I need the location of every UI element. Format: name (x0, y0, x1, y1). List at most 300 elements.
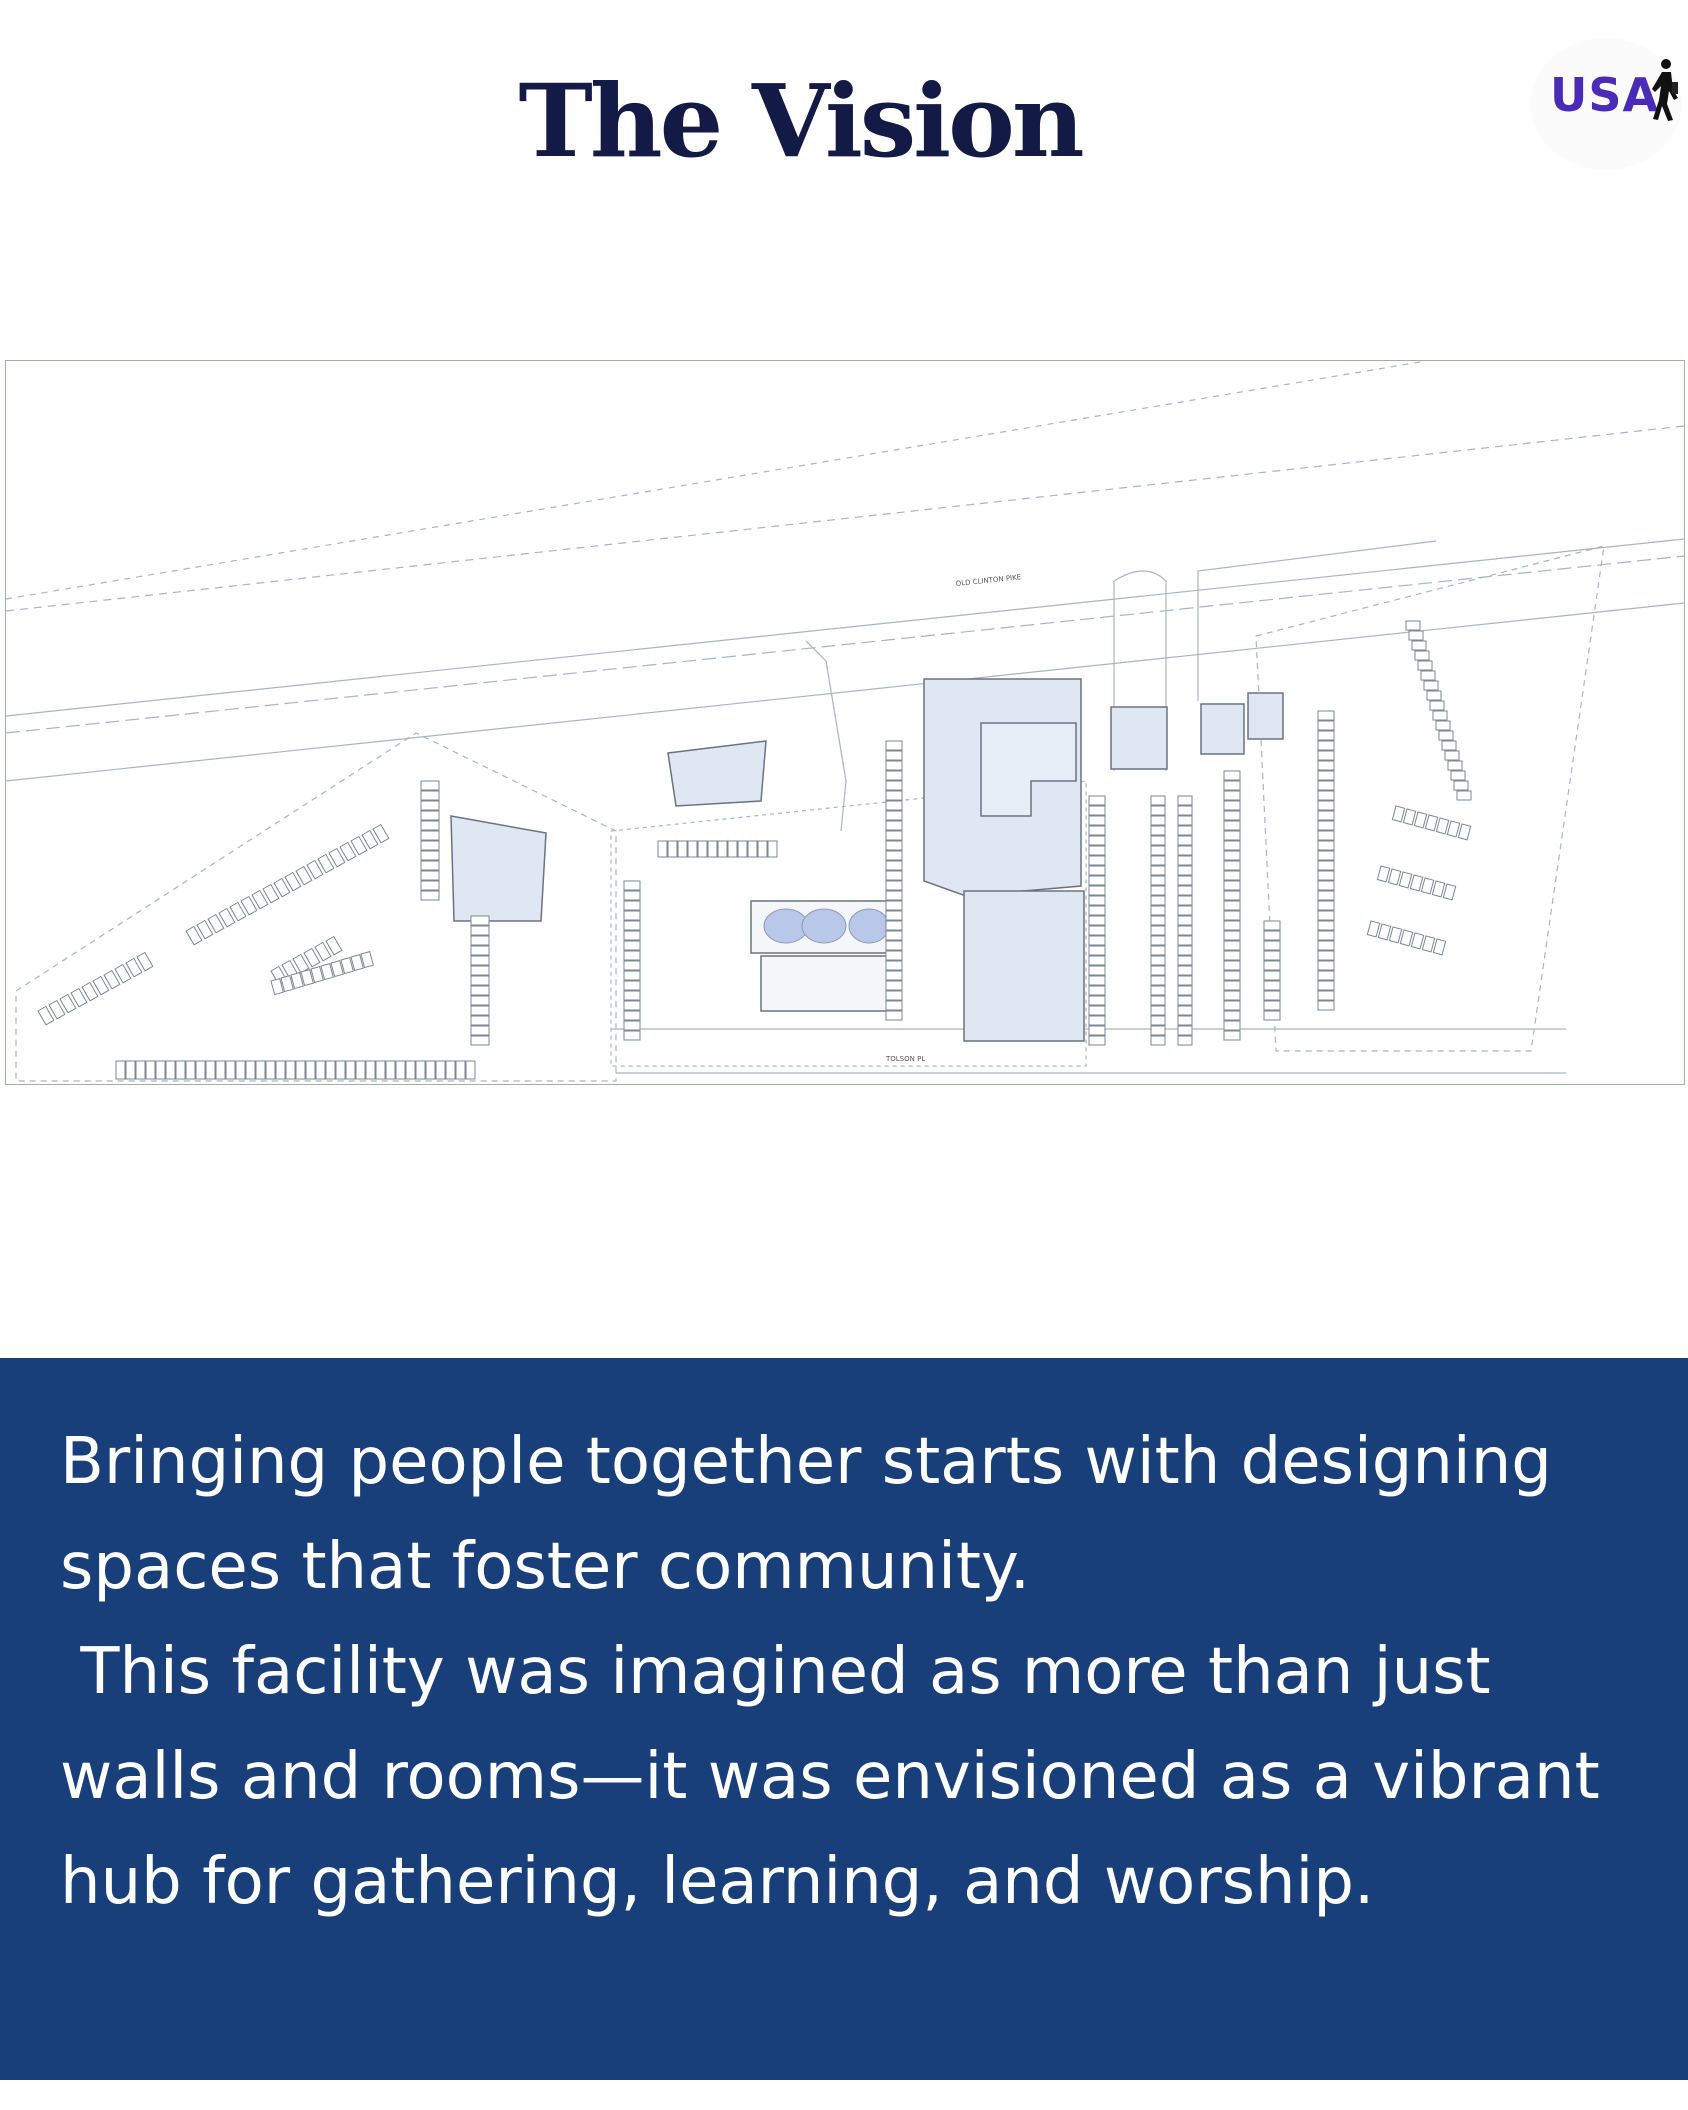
parking-stall (146, 1061, 155, 1079)
parking-stall (624, 1011, 640, 1020)
parking-stall (1089, 926, 1105, 935)
parking-stall (624, 951, 640, 960)
parking-stall (698, 841, 707, 857)
parking-stall (886, 971, 902, 980)
parking-stall (1224, 851, 1240, 860)
logo-text: USA (1550, 68, 1660, 122)
parking-stall (1224, 871, 1240, 880)
parking-stall (1403, 809, 1415, 825)
parking-stall (718, 841, 727, 857)
parking-stall (1224, 811, 1240, 820)
parking-stall (1318, 961, 1334, 970)
parking-stall (1178, 976, 1192, 985)
parking-stall (156, 1061, 165, 1079)
parking-stall (1224, 771, 1240, 780)
parking-stall (1178, 926, 1192, 935)
parking-stall (1151, 836, 1165, 845)
parking-stall (1089, 996, 1105, 1005)
parking-stall (1421, 878, 1433, 894)
parking-stall (1318, 921, 1334, 930)
parking-stall (421, 791, 439, 800)
parking-stall (1151, 826, 1165, 835)
parking-stall (624, 911, 640, 920)
parking-stall (1224, 841, 1240, 850)
parking-stall (1224, 981, 1240, 990)
parking-stall (1318, 771, 1334, 780)
parking-stall (1318, 981, 1334, 990)
parking-stall (1389, 927, 1401, 943)
parking-stall (886, 891, 902, 900)
parking-stall (1457, 791, 1471, 800)
parking-stall (1151, 966, 1165, 975)
parking-stall (386, 1061, 395, 1079)
parking-stall (1178, 876, 1192, 885)
parking-stall (1418, 661, 1432, 670)
parking-stall (886, 1011, 902, 1020)
parking-stall (1151, 876, 1165, 885)
parking-stall (1224, 901, 1240, 910)
parking-stall (1318, 991, 1334, 1000)
parking-stall (326, 1061, 335, 1079)
parking-stall (316, 1061, 325, 1079)
parking-stall (624, 961, 640, 970)
parking-stall (768, 841, 777, 857)
parking-stall (886, 931, 902, 940)
parking-stall (366, 1061, 375, 1079)
parking-stall (886, 911, 902, 920)
parking-stall (1178, 866, 1192, 875)
parking-stall (1151, 1016, 1165, 1025)
parking-stall (1224, 1011, 1240, 1020)
parking-stall (1436, 818, 1448, 834)
parking-stall (406, 1061, 415, 1079)
parking-stall (758, 841, 767, 857)
parking-stall (1318, 801, 1334, 810)
parking-stall (1151, 866, 1165, 875)
parking-stall (1264, 941, 1280, 950)
parking-stall (1178, 1026, 1192, 1035)
parking-stall (624, 1031, 640, 1040)
parking-stall (886, 821, 902, 830)
parking-stall (421, 841, 439, 850)
parking-stall (886, 881, 902, 890)
parking-stall (471, 926, 489, 935)
parking-stall (1178, 996, 1192, 1005)
parking-stall (1151, 856, 1165, 865)
parking-stall (1421, 671, 1435, 680)
parking-stall (1178, 986, 1192, 995)
parking-stall (1178, 806, 1192, 815)
parking-stall (1224, 931, 1240, 940)
parking-stall (1224, 1001, 1240, 1010)
parking-stall (1264, 1001, 1280, 1010)
parking-stall (1318, 891, 1334, 900)
parking-stall (136, 1061, 145, 1079)
street-label-top: OLD CLINTON PIKE (955, 573, 1022, 588)
parking-stall (436, 1061, 445, 1079)
parking-stall (1224, 961, 1240, 970)
parking-stall (886, 841, 902, 850)
parking-stall (1422, 936, 1434, 952)
parking-stall (421, 861, 439, 870)
parking-stall (886, 791, 902, 800)
parking-stall (1089, 796, 1105, 805)
parking-stall (306, 1061, 315, 1079)
parking-stall (421, 871, 439, 880)
parking-stall (266, 1061, 275, 1079)
parking-stall (1151, 1006, 1165, 1015)
parking-stall (1089, 836, 1105, 845)
parking-stall (678, 841, 687, 857)
parking-stall (1264, 921, 1280, 930)
page-title: The Vision (518, 62, 1082, 180)
parking-stall (1318, 721, 1334, 730)
parking-stall (624, 921, 640, 930)
parking-stall (624, 901, 640, 910)
parking-stall (471, 936, 489, 945)
parking-stall (1411, 933, 1423, 949)
parking-stall (206, 1061, 215, 1079)
parking-stall (1151, 946, 1165, 955)
parking-stall (886, 991, 902, 1000)
parking-stall (1089, 866, 1105, 875)
parking-stall (421, 891, 439, 900)
parking-stall (886, 811, 902, 820)
parking-stall (886, 801, 902, 810)
parking-stall (1318, 851, 1334, 860)
parking-stall (1178, 946, 1192, 955)
parking-stall (1433, 711, 1447, 720)
parking-stall (1178, 936, 1192, 945)
parking-stall (421, 811, 439, 820)
parking-stall (1410, 875, 1422, 891)
parking-stall (886, 921, 902, 930)
parking-stall (1454, 781, 1468, 790)
parking-stall (886, 941, 902, 950)
parking-stall (1388, 869, 1400, 885)
parking-stall (246, 1061, 255, 1079)
parking-stall (1224, 921, 1240, 930)
parking-stall (1377, 866, 1389, 882)
parking-stall (471, 986, 489, 995)
parking-stall (1178, 836, 1192, 845)
parking-stall (396, 1061, 405, 1079)
parking-stall (1318, 731, 1334, 740)
parking-stall (1089, 1016, 1105, 1025)
parking-stall (1264, 931, 1280, 940)
parking-stall (1439, 731, 1453, 740)
parking-stall (1089, 806, 1105, 815)
parking-stall (1089, 1006, 1105, 1015)
parking-stall (886, 751, 902, 760)
parking-stall (748, 841, 757, 857)
walking-person-icon (1652, 58, 1680, 122)
parking-stall (1318, 911, 1334, 920)
parking-stall (471, 956, 489, 965)
parking-stall (1224, 1021, 1240, 1030)
parking-stall (421, 801, 439, 810)
parking-stall (126, 1061, 135, 1079)
parking-stall (1224, 951, 1240, 960)
parking-stall (624, 1021, 640, 1030)
parking-stall (1224, 911, 1240, 920)
parking-stall (886, 741, 902, 750)
parking-stall (1178, 826, 1192, 835)
parking-stall (886, 851, 902, 860)
parking-stall (1451, 771, 1465, 780)
parking-stall (1224, 941, 1240, 950)
parking-stall (421, 851, 439, 860)
parking-stall (456, 1061, 465, 1079)
parking-stall (1151, 896, 1165, 905)
parking-stall (1224, 791, 1240, 800)
parking-stall (1458, 824, 1470, 840)
parking-stall (886, 961, 902, 970)
parking-stall (1178, 886, 1192, 895)
parking-stall (1318, 821, 1334, 830)
parking-stall (1178, 906, 1192, 915)
parking-stall (886, 771, 902, 780)
parking-stall (1224, 801, 1240, 810)
parking-stall (1151, 796, 1165, 805)
parking-stall (1433, 939, 1445, 955)
parking-stall (1318, 741, 1334, 750)
street-label-bottom: TOLSON PL (886, 1055, 926, 1063)
parking-stall (1089, 966, 1105, 975)
parking-stall (1089, 1036, 1105, 1045)
parking-stall (1178, 966, 1192, 975)
parking-stall (1318, 1001, 1334, 1010)
parking-stall (471, 1016, 489, 1025)
parking-stall (886, 781, 902, 790)
parking-stall (356, 1061, 365, 1079)
parking-stall (624, 991, 640, 1000)
parking-stall (1224, 891, 1240, 900)
parking-stall (471, 1026, 489, 1035)
parking-stall (1432, 881, 1444, 897)
parking-stall (176, 1061, 185, 1079)
parking-stall (421, 821, 439, 830)
parking-stall (1178, 846, 1192, 855)
parking-stall (416, 1061, 425, 1079)
parking-stall (1089, 986, 1105, 995)
parking-stall (1151, 936, 1165, 945)
parking-stall (1318, 761, 1334, 770)
parking-stall (1318, 951, 1334, 960)
parking-stall (886, 871, 902, 880)
parking-stall (236, 1061, 245, 1079)
parking-stall (186, 1061, 195, 1079)
parking-stall (1178, 956, 1192, 965)
parking-stall (1224, 881, 1240, 890)
parking-stall (1448, 761, 1462, 770)
parking-stall (1089, 1026, 1105, 1035)
parking-stall (738, 841, 747, 857)
brand-logo (1530, 38, 1682, 170)
parking-stall (296, 1061, 305, 1079)
parking-stall (346, 1061, 355, 1079)
parking-stall (446, 1061, 455, 1079)
parking-stall (1318, 871, 1334, 880)
parking-stall (1412, 641, 1426, 650)
description-text: Bringing people together starts with designing spaces that foster community. This facility was imagined as more than just walls and rooms—it was envisioned as a vibrant hub for gathering, learning, and worship. (60, 1425, 1600, 1919)
parking-stall (886, 761, 902, 770)
parking-stall (1151, 1026, 1165, 1035)
parking-stall (1089, 846, 1105, 855)
parking-stall (1089, 976, 1105, 985)
parking-stall (624, 881, 640, 890)
parking-stall (1224, 991, 1240, 1000)
parking-stall (1443, 884, 1455, 900)
parking-stall (421, 881, 439, 890)
parking-stall (886, 951, 902, 960)
parking-stall (1264, 961, 1280, 970)
parking-stall (1089, 906, 1105, 915)
parking-stall (1151, 906, 1165, 915)
parking-stall (1224, 971, 1240, 980)
parking-stall (1318, 711, 1334, 720)
parking-stall (376, 1061, 385, 1079)
parking-stall (1378, 924, 1390, 940)
parking-stall (886, 901, 902, 910)
parking-stall (1151, 996, 1165, 1005)
parking-stall (1151, 956, 1165, 965)
parking-stall (336, 1061, 345, 1079)
parking-stall (1151, 916, 1165, 925)
parking-stall (426, 1061, 435, 1079)
parking-stall (471, 946, 489, 955)
parking-stall (1089, 946, 1105, 955)
parking-stall (1430, 701, 1444, 710)
parking-stall (471, 1006, 489, 1015)
parking-stall (1089, 956, 1105, 965)
parking-stall (1400, 930, 1412, 946)
parking-stall (286, 1061, 295, 1079)
parking-stall (1318, 811, 1334, 820)
parking-stall (624, 981, 640, 990)
parking-stall (1318, 841, 1334, 850)
parking-stall (1151, 1036, 1165, 1045)
parking-stall (624, 931, 640, 940)
parking-stall (1089, 916, 1105, 925)
parking-stall (1442, 741, 1456, 750)
parking-stall (226, 1061, 235, 1079)
parking-stall (466, 1061, 475, 1079)
parking-stall (1264, 971, 1280, 980)
parking-stall (1318, 941, 1334, 950)
parking-stall (1178, 816, 1192, 825)
parking-stall (1415, 651, 1429, 660)
parking-stall (1414, 812, 1426, 828)
parking-stall (1089, 876, 1105, 885)
description-panel (0, 1358, 1688, 2080)
parking-stall (728, 841, 737, 857)
parking-stall (1178, 1006, 1192, 1015)
parking-stall (421, 781, 439, 790)
parking-stall (216, 1061, 225, 1079)
parking-stall (1318, 831, 1334, 840)
parking-stall (1151, 976, 1165, 985)
parking-stall (1318, 751, 1334, 760)
parking-stall (256, 1061, 265, 1079)
parking-stall (1318, 861, 1334, 870)
parking-stall (668, 841, 677, 857)
parking-stall (886, 861, 902, 870)
parking-stall (658, 841, 667, 857)
parking-stall (1178, 1016, 1192, 1025)
parking-stall (1427, 691, 1441, 700)
parking-stall (886, 831, 902, 840)
parking-stall (1089, 816, 1105, 825)
parking-stall (1425, 815, 1437, 831)
parking-stall (708, 841, 717, 857)
parking-stall (1447, 821, 1459, 837)
parking-stall (688, 841, 697, 857)
parking-stall (1264, 1011, 1280, 1020)
parking-stall (471, 916, 489, 925)
parking-stall (1318, 901, 1334, 910)
parking-stall (1436, 721, 1450, 730)
parking-stall (1178, 796, 1192, 805)
parking-stall (886, 981, 902, 990)
parking-stall (886, 1001, 902, 1010)
parking-stall (1178, 856, 1192, 865)
parking-stall (1318, 881, 1334, 890)
parking-stall (196, 1061, 205, 1079)
parking-stall (1264, 991, 1280, 1000)
parking-stall (1089, 886, 1105, 895)
parking-stall (471, 996, 489, 1005)
parking-stall (624, 971, 640, 980)
parking-stall (1151, 816, 1165, 825)
parking-stall (1224, 1031, 1240, 1040)
parking-stall (1392, 806, 1404, 822)
parking-stall (276, 1061, 285, 1079)
parking-stall (1424, 681, 1438, 690)
parking-stall (1224, 781, 1240, 790)
parking-stall (1224, 831, 1240, 840)
parking-stall (471, 966, 489, 975)
parking-stall (1224, 821, 1240, 830)
parking-stall (624, 891, 640, 900)
parking-stall (1264, 951, 1280, 960)
parking-stall (1178, 916, 1192, 925)
site-plan-drawing (5, 360, 1685, 1085)
parking-stall (1089, 896, 1105, 905)
parking-stall (1151, 846, 1165, 855)
parking-stall (471, 1036, 489, 1045)
parking-stall (1178, 896, 1192, 905)
parking-stall (1318, 791, 1334, 800)
parking-stall (1151, 886, 1165, 895)
parking-stall (1178, 1036, 1192, 1045)
parking-stall (624, 1001, 640, 1010)
parking-stall (1224, 861, 1240, 870)
parking-stall (1151, 926, 1165, 935)
parking-stall (624, 941, 640, 950)
parking-stall (166, 1061, 175, 1079)
parking-stall (1406, 621, 1420, 630)
parking-stall (1089, 936, 1105, 945)
parking-stall (1409, 631, 1423, 640)
parking-stall (1151, 986, 1165, 995)
parking-stall (1367, 921, 1379, 937)
parking-stall (421, 831, 439, 840)
parking-stall (1151, 806, 1165, 815)
parking-stall (471, 976, 489, 985)
parking-stall (1318, 781, 1334, 790)
parking-stall (1089, 856, 1105, 865)
